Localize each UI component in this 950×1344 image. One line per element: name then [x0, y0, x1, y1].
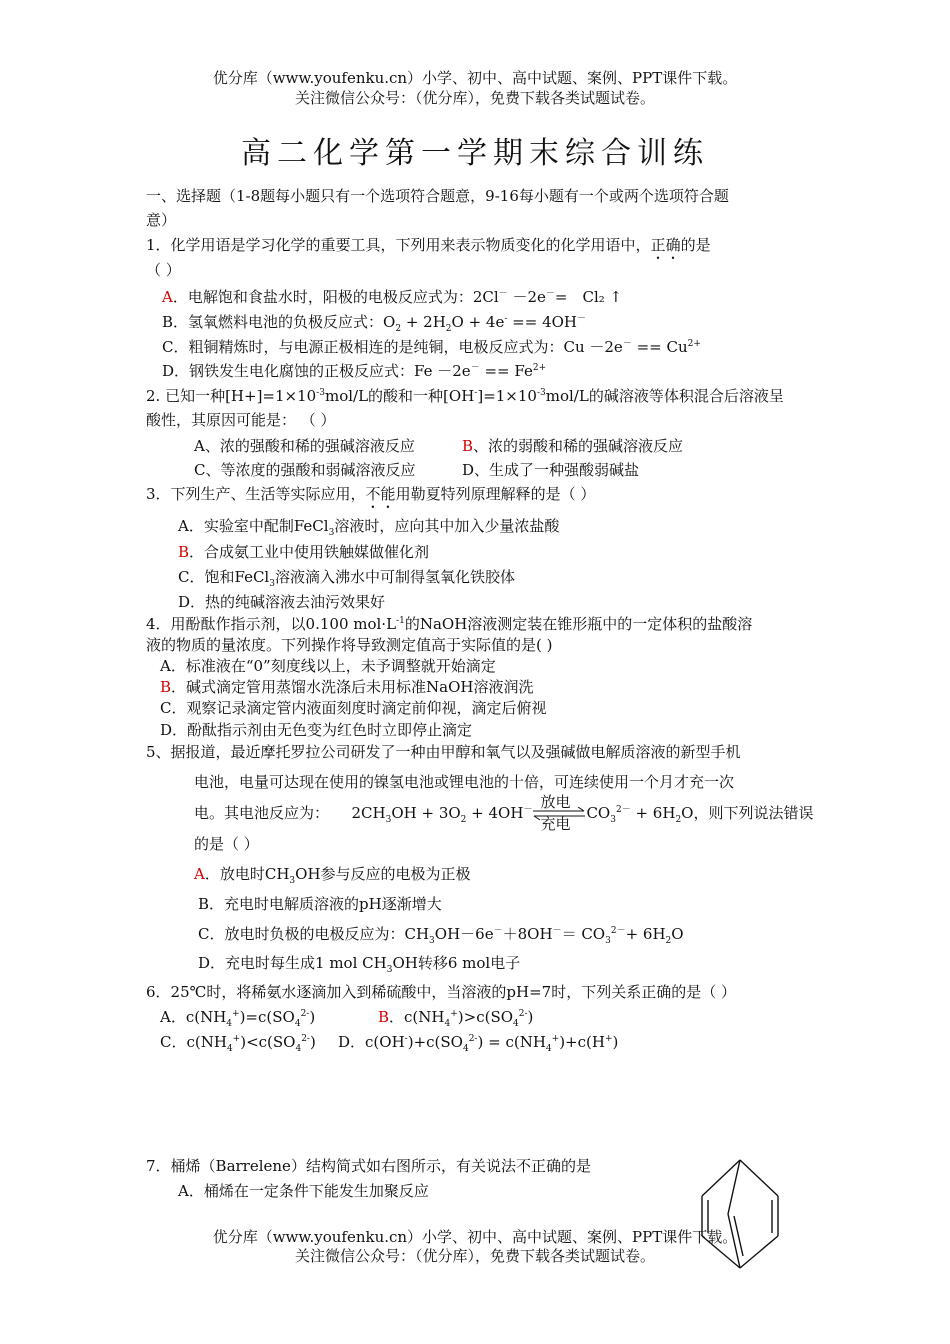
sup: 2－ [615, 805, 631, 815]
q6-option-a-tail: ) [309, 1008, 316, 1026]
q5-option-c-m4: + 6H [625, 925, 666, 943]
q4-option-c: C．观察记录滴定管内液面刻度时滴定前仰视，滴定后俯视 [160, 699, 547, 717]
q4-answer-letter: B [160, 678, 172, 696]
sub: 2 [445, 324, 452, 334]
sup: 2－ [610, 926, 626, 936]
q5-stem-line-2: 电池，电量可达现在使用的镍氢电池或锂电池的十倍，可连续使用一个月才充一次 [194, 773, 735, 791]
sup: + [450, 1009, 458, 1019]
sub: 2 [395, 324, 402, 334]
sup: 2+ [687, 339, 701, 349]
q6-option-b-tail: ) [527, 1008, 534, 1026]
q2-stem-line-2: 酸性，其原因可能是： （ ） [146, 411, 336, 429]
q5-option-a-text: ．放电时CH [204, 865, 290, 883]
q6-answer-letter: B [378, 1008, 390, 1026]
q5-option-a-tail: OH参与反应的电极为正极 [295, 865, 471, 883]
sub: 3 [269, 579, 275, 589]
q2-stem-d: mol/L的碱溶液等体积混合后溶液呈 [545, 387, 784, 405]
q4-option-b [160, 677, 533, 697]
q1-stem-tail: 的是 [680, 236, 711, 254]
q5-option-d-text: D．充电时每生成1 mol CH [198, 954, 387, 972]
sup: 2- [301, 1034, 310, 1044]
q6-option-d-m1: )+c(SO [407, 1033, 463, 1051]
q6-option-c-mid: )<c(SO [240, 1033, 296, 1051]
q3-option-a-text: A．实验室中配制FeCl [178, 517, 329, 535]
q5-eq-m3: CO [586, 804, 611, 822]
q6-option-d-m2: ) = c(NH [477, 1033, 546, 1051]
q5-option-c-tail: O [671, 925, 684, 943]
sup: － [470, 363, 480, 373]
sup: - [504, 314, 508, 324]
page-title: 高二化学第一学期末综合训练 [241, 136, 709, 171]
sup: + [551, 1034, 560, 1044]
q3-option-c [178, 567, 515, 587]
section-heading-line-2: 意） [146, 211, 177, 229]
q6-option-b [378, 1007, 533, 1027]
sub: 3 [429, 936, 435, 946]
q4-stem-line-2: 液的物质的量浓度。下列操作将导致测定值高于实际值的是( ) [146, 636, 553, 654]
q6-option-a [160, 1007, 315, 1027]
sup: － [523, 805, 533, 815]
sub: 3 [289, 876, 296, 886]
q4-option-d: D．酚酞指示剂由无色变为红色时立即停止滴定 [160, 721, 473, 739]
sup: -1 [396, 616, 405, 626]
sup: - [474, 388, 478, 398]
q6-option-c [160, 1032, 316, 1052]
q1-stem [146, 235, 711, 263]
q5-option-c-m1: OH－6e [434, 925, 494, 943]
q1-option-b-text: B．氢氧燃料电池的负极反应式：O [162, 313, 396, 331]
sup: 2+ [532, 363, 547, 373]
q1-option-c-mid: == Cu [631, 338, 688, 356]
q2-stem-c: ]=1×10 [477, 387, 537, 405]
q6-stem: 6．25℃时，将稀氨水逐滴加入到稀硫酸中，当溶液的pH=7时，下列关系正确的是（ ） [146, 983, 736, 1001]
q3-option-a-tail: 溶液时，应向其中加入少量浓盐酸 [334, 517, 560, 535]
arrow-label-charge: 充电 [540, 815, 571, 833]
q3-emphasis: 不能 [365, 485, 396, 503]
sub: 4 [226, 1019, 233, 1029]
q6-option-d-text: D．c(OH [338, 1033, 405, 1051]
q6-option-a-text: A．c(NH [160, 1008, 227, 1026]
q2-option-d: D、生成了一种强酸弱碱盐 [462, 461, 640, 479]
q1-option-d-mid: == Fe [479, 362, 533, 380]
q2-answer-letter: B [462, 437, 474, 455]
header-ad-line-1: 优分库（www.youfenku.cn）小学、初中、高中试题、案例、PPT课件下载。 [212, 69, 738, 87]
sub: 2 [675, 815, 682, 825]
q5-option-c-text: C．放电时负极的电极反应为：CH [198, 925, 430, 943]
q7-stem: 7．桶烯（Barrelene）结构简式如右图所示，有关说法不正确的是 [146, 1157, 591, 1175]
sup: + [232, 1009, 240, 1019]
q3-stem [146, 484, 595, 512]
q2-stem-b: mol/L的酸和一种[OH [324, 387, 475, 405]
sup: － [498, 289, 508, 299]
q6-option-d [338, 1032, 618, 1052]
footer-ad-line-1: 优分库（www.youfenku.cn）小学、初中、高中试题、案例、PPT课件下载。 [212, 1228, 738, 1246]
q3-stem-tail: 用勒夏特列原理解释的是（ ） [395, 485, 596, 503]
q6-option-a-mid: )=c(SO [239, 1008, 295, 1026]
q5-answer-letter: A [194, 865, 205, 883]
q5-eq-pre: 电。其电池反应为： 2CH [194, 804, 386, 822]
sup: + [604, 1034, 613, 1044]
sup: - [404, 1034, 408, 1044]
q1-option-d [162, 361, 546, 381]
sub: 3 [385, 815, 392, 825]
q1-option-d-text: D．钢铁发生电化腐蚀的正极反应式：Fe －2e [162, 362, 471, 380]
q1-option-b-mid3: == 4OH [507, 313, 578, 331]
arrow-label-discharge: 放电 [540, 793, 571, 811]
q5-eq-m1: OH + 3O [391, 804, 461, 822]
sub: 4 [294, 1019, 301, 1029]
sub: 3 [386, 965, 393, 975]
sup: － [545, 289, 555, 299]
q3-option-c-text: C．饱和FeCl [178, 568, 270, 586]
q4-option-a: A．标准液在“0”刻度线以上，未予调整就开始滴定 [160, 657, 496, 675]
sup: － [577, 314, 587, 324]
q1-paren: （ ） [146, 261, 181, 279]
sub: 4 [462, 1044, 469, 1054]
q3-option-a [178, 516, 559, 536]
sup: － [493, 926, 503, 936]
sup: -3 [316, 388, 325, 398]
q5-eq-tail: O，则下列说法错误 [681, 804, 814, 822]
q1-option-b [162, 312, 586, 332]
sup: － [552, 926, 562, 936]
q5-stem-line-1: 5、据报道，最近摩托罗拉公司研发了一种由甲醇和氧气以及强碱做电解质溶液的新型手机 [146, 743, 741, 761]
q5-equation-line [194, 793, 814, 833]
q2-stem-a: 2. 已知一种[H+]=1×10 [146, 387, 317, 405]
q5-eq-m2: + 4OH [466, 804, 524, 822]
sub: 4 [513, 1019, 519, 1029]
q6-option-c-text: C．c(NH [160, 1033, 227, 1051]
q5-option-b: B．充电时电解质溶液的pH逐渐增大 [198, 895, 442, 913]
q6-option-d-tail: ) [612, 1033, 619, 1051]
q4-stem-b: 的NaOH溶液测定装在锥形瓶中的一定体积的盐酸溶 [404, 615, 753, 633]
q5-option-c [198, 924, 684, 944]
q3-option-b-text: ．合成氨工业中使用铁触媒做催化剂 [189, 543, 430, 561]
q1-answer-letter: A [162, 288, 173, 306]
sub: 2 [665, 936, 672, 946]
q1-option-a-tail: = Cl₂ ↑ [554, 288, 623, 306]
sub: 3 [610, 815, 616, 825]
sub: 4 [545, 1044, 552, 1054]
q1-option-b-mid2: O + 4e [451, 313, 505, 331]
sub: 3 [605, 936, 611, 946]
q2-option-c: C、等浓度的强酸和弱碱溶液反应 [194, 461, 416, 479]
footer-ad-line-2: 关注微信公众号：（优分库），免费下载各类试题试卷。 [294, 1247, 655, 1265]
q3-answer-letter: B [178, 543, 190, 561]
section-heading-line-1: 一、选择题（1-8题每小题只有一个选项符合题意，9-16每小题有一个或两个选项符合题 [146, 187, 729, 205]
q6-option-b-mid: )>c(SO [457, 1008, 514, 1026]
q2-stem [146, 386, 784, 406]
q5-option-a [194, 864, 471, 884]
q1-emphasis: 正确 [650, 236, 681, 254]
sub: 2 [460, 815, 467, 825]
sup: 2- [518, 1009, 528, 1019]
q7-option-a: A．桶烯在一定条件下能发生加聚反应 [178, 1182, 429, 1200]
q6-option-d-m3: )+c(H [559, 1033, 605, 1051]
q6-option-c-tail: ) [309, 1033, 316, 1051]
q1-option-c [162, 337, 701, 357]
sup: 2- [468, 1034, 478, 1044]
q1-option-a-mid: －2e [507, 288, 546, 306]
sub: 4 [295, 1044, 302, 1054]
sup: + [232, 1034, 241, 1044]
q3-option-b [178, 542, 429, 562]
sup: 2- [300, 1009, 310, 1019]
q5-stem-line-4: 的是（ ） [194, 835, 259, 853]
q6-option-b-text: ．c(NH [389, 1008, 445, 1026]
q1-option-c-text: C．粗铜精炼时，与电源正极相连的是纯铜，电极反应式为：Cu －2e [162, 338, 623, 356]
q5-option-c-m3: ＝ CO [561, 925, 606, 943]
sub: 4 [226, 1044, 233, 1054]
sup: -3 [536, 388, 546, 398]
header-ad-line-2: 关注微信公众号：（优分库），免费下载各类试题试卷。 [294, 89, 655, 107]
q5-option-d [198, 953, 520, 973]
q2-option-b [462, 436, 683, 456]
q2-option-b-text: 、浓的弱酸和稀的强碱溶液反应 [473, 437, 684, 455]
q1-option-b-mid1: + 2H [401, 313, 446, 331]
q5-option-c-m2: ＋8OH [502, 925, 553, 943]
q4-stem [146, 614, 752, 634]
q1-option-a [162, 287, 622, 307]
q3-option-d: D．热的纯碱溶液去油污效果好 [178, 593, 386, 611]
sub: 3 [328, 528, 335, 538]
q3-stem-text: 3．下列生产、生活等实际应用， [146, 485, 366, 503]
sup: － [622, 339, 632, 349]
q1-option-a-text: ．电解饱和食盐水时，阳极的电极反应式为：2Cl [172, 288, 499, 306]
sub: 4 [444, 1019, 451, 1029]
q4-stem-a: 4．用酚酞作指示剂，以0.100 mol·L [146, 615, 397, 633]
q5-option-d-tail: OH转移6 mol电子 [392, 954, 521, 972]
reversible-arrow [532, 793, 586, 833]
q5-eq-m4: + 6H [630, 804, 676, 822]
q1-stem-text: 1．化学用语是学习化学的重要工具，下列用来表示物质变化的化学用语中， [146, 236, 651, 254]
q2-option-a: A、浓的强酸和稀的强碱溶液反应 [194, 437, 415, 455]
q3-option-c-tail: 溶液滴入沸水中可制得氢氧化铁胶体 [274, 568, 515, 586]
q4-option-b-text: ．碱式滴定管用蒸馏水洗涤后未用标准NaOH溶液润洗 [171, 678, 534, 696]
